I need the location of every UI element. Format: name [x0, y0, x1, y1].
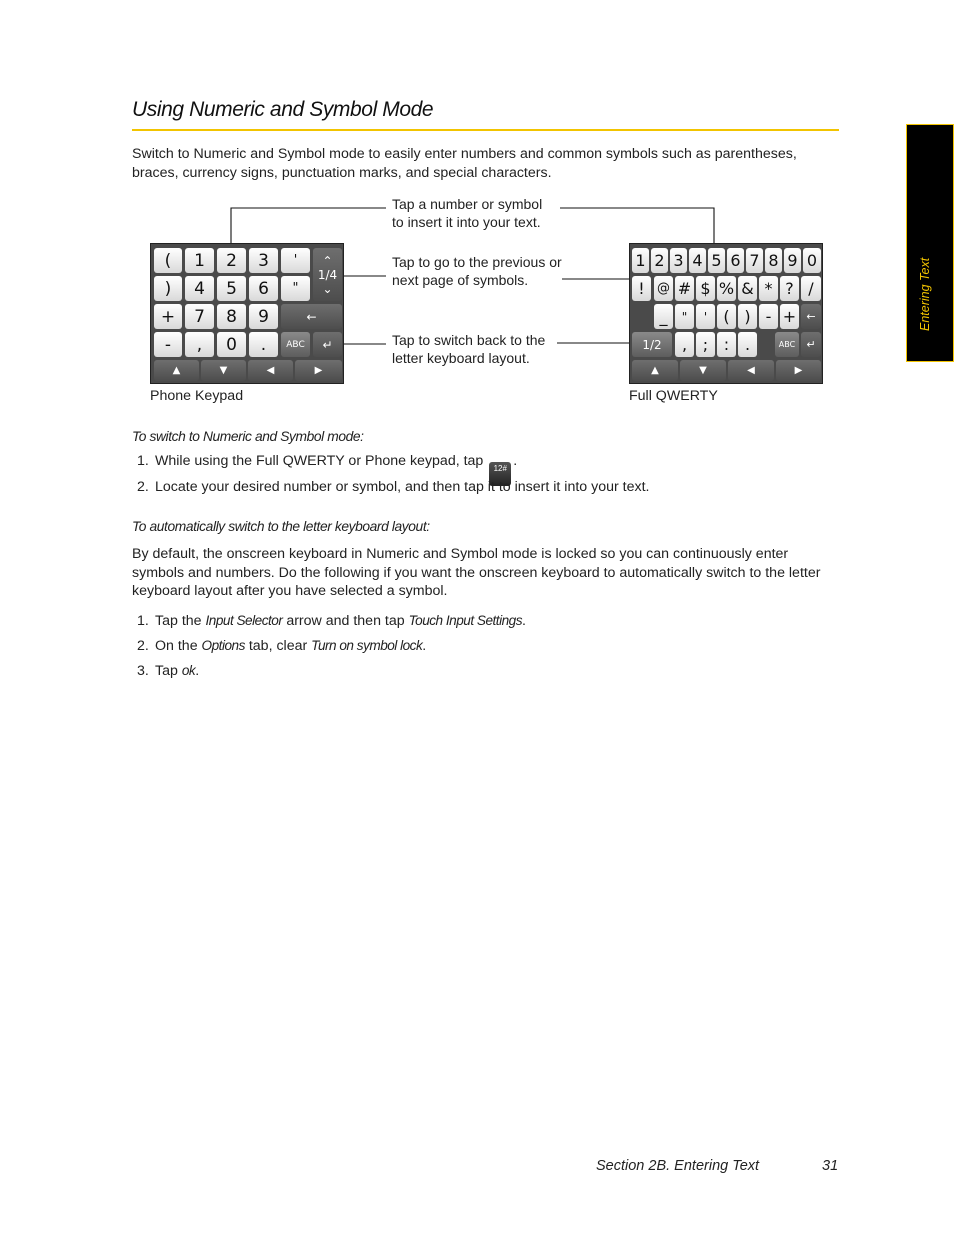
- page-title: Using Numeric and Symbol Mode: [132, 98, 434, 121]
- callout-back-line1: Tap to switch back to the: [392, 332, 546, 348]
- qkey-at[interactable]: @: [654, 276, 673, 301]
- page-toggle-button[interactable]: [313, 248, 342, 301]
- abc-button[interactable]: ABC: [281, 332, 310, 357]
- qwerty-backspace-icon[interactable]: ←: [801, 304, 821, 329]
- step-text: Tap the: [155, 613, 206, 629]
- key-1[interactable]: 1: [185, 248, 214, 273]
- key-3[interactable]: 3: [249, 248, 278, 273]
- nav-down-icon[interactable]: ▼: [201, 360, 246, 381]
- key-lparen[interactable]: (: [154, 248, 182, 273]
- step-number: 1.: [137, 453, 149, 469]
- step-text: While using the Full QWERTY or Phone keypad, tap: [155, 453, 484, 469]
- qkey-9[interactable]: 9: [784, 248, 801, 273]
- key-rparen[interactable]: ): [154, 276, 182, 301]
- phone-keypad: [150, 243, 344, 384]
- callout-page-line1: Tap to go to the previous or: [392, 254, 562, 270]
- page-down-icon: ⌄: [322, 281, 333, 296]
- qkey-semicolon[interactable]: ;: [696, 332, 715, 357]
- qkey-5[interactable]: 5: [708, 248, 725, 273]
- page-up-icon: ⌃: [322, 253, 333, 268]
- callout-page: [392, 254, 562, 289]
- qkey-plus[interactable]: +: [780, 304, 799, 329]
- section2-lead: To automatically switch to the letter keyboard layout:: [132, 519, 430, 534]
- section2-paragraph: By default, the onscreen keyboard in Numeric and Symbol mode is locked so you can continuously enter symbols and numbers. Do the following if you want the onscreen keyboard to automatically switch to the letter keyboard layout after you have selected a symbol.: [132, 546, 821, 599]
- ui-term: ok: [181, 663, 196, 678]
- ui-term: Touch Input Settings: [408, 613, 523, 628]
- key-apostrophe[interactable]: ': [281, 248, 310, 273]
- qwerty-nav-left-icon[interactable]: ◀: [728, 360, 774, 381]
- key-7[interactable]: 7: [185, 304, 214, 329]
- callout-insert-line2: to insert it into your text.: [392, 213, 541, 230]
- intro-paragraph: Switch to Numeric and Symbol mode to easily enter numbers and common symbols such as parentheses, braces, currency signs, punctuation marks, and special characters.: [132, 146, 797, 181]
- step-number: 1.: [137, 613, 149, 629]
- qkey-slash[interactable]: /: [801, 276, 821, 301]
- qkey-quote[interactable]: ": [675, 304, 694, 329]
- callout-insert: [392, 196, 542, 231]
- callout-page-line2: next page of symbols.: [392, 271, 529, 288]
- qkey-apostrophe[interactable]: ': [696, 304, 715, 329]
- caption-phone-keypad: Phone Keypad: [150, 388, 244, 404]
- qkey-0[interactable]: 0: [803, 248, 821, 273]
- qkey-6[interactable]: 6: [727, 248, 744, 273]
- key-0[interactable]: 0: [217, 332, 246, 357]
- key-plus[interactable]: +: [154, 304, 182, 329]
- callout-back: [392, 332, 545, 367]
- qwerty-nav-right-icon[interactable]: ▶: [776, 360, 821, 381]
- key-4[interactable]: 4: [185, 276, 214, 301]
- step-text: arrow and then tap: [282, 613, 409, 629]
- qkey-rparen[interactable]: ): [738, 304, 757, 329]
- step-text: On the: [155, 638, 202, 654]
- qwerty-page-indicator[interactable]: 1/2: [632, 332, 672, 357]
- section1-step-2: [137, 479, 649, 495]
- step-text: tab, clear: [244, 638, 312, 654]
- step-number: 2.: [137, 638, 149, 654]
- qkey-7[interactable]: 7: [746, 248, 763, 273]
- nav-up-icon[interactable]: ▲: [154, 360, 199, 381]
- section1-lead: To switch to Numeric and Symbol mode:: [132, 429, 364, 444]
- qkey-asterisk[interactable]: *: [759, 276, 778, 301]
- qkey-ampersand[interactable]: &: [738, 276, 757, 301]
- qkey-underscore[interactable]: _: [654, 304, 673, 329]
- qwerty-nav-up-icon[interactable]: ▲: [632, 360, 678, 381]
- ui-term: Options: [201, 638, 245, 653]
- page-indicator: 1/4: [317, 267, 338, 282]
- key-8[interactable]: 8: [217, 304, 246, 329]
- footer-section: Section 2B. Entering Text: [596, 1158, 760, 1174]
- step-text: Tap: [155, 663, 182, 679]
- qwerty-nav-down-icon[interactable]: ▼: [680, 360, 726, 381]
- step-text: .: [422, 638, 427, 654]
- key-quote[interactable]: ": [281, 276, 310, 301]
- qkey-question[interactable]: ?: [780, 276, 799, 301]
- backspace-icon[interactable]: ←: [281, 304, 342, 329]
- qkey-hash[interactable]: #: [675, 276, 694, 301]
- step-text: .: [522, 613, 526, 629]
- key-period[interactable]: .: [249, 332, 278, 357]
- qkey-1[interactable]: 1: [632, 248, 649, 273]
- qkey-dollar[interactable]: $: [696, 276, 715, 301]
- key-5[interactable]: 5: [217, 276, 246, 301]
- key-minus[interactable]: -: [154, 332, 182, 357]
- step-period: .: [513, 453, 518, 469]
- qkey-8[interactable]: 8: [765, 248, 782, 273]
- qkey-comma[interactable]: ,: [675, 332, 694, 357]
- section2-step-2: [137, 638, 426, 654]
- nav-left-icon[interactable]: ◀: [248, 360, 293, 381]
- section2-step-1: [137, 613, 526, 629]
- qkey-4[interactable]: 4: [689, 248, 706, 273]
- qkey-3[interactable]: 3: [670, 248, 687, 273]
- qkey-exclaim[interactable]: !: [632, 276, 651, 301]
- key-6[interactable]: 6: [249, 276, 278, 301]
- qkey-colon[interactable]: :: [717, 332, 736, 357]
- qkey-lparen[interactable]: (: [717, 304, 736, 329]
- section2-step-3: [137, 663, 199, 679]
- callout-back-line2: letter keyboard layout.: [392, 349, 530, 366]
- qwerty-abc-button[interactable]: ABC: [775, 332, 799, 357]
- qkey-minus[interactable]: -: [759, 304, 778, 329]
- qkey-2[interactable]: 2: [651, 248, 668, 273]
- key-9[interactable]: 9: [249, 304, 278, 329]
- callout-insert-line1: Tap a number or symbol: [392, 196, 543, 212]
- qwerty-keypad: [629, 243, 823, 384]
- step-text: .: [195, 663, 200, 679]
- step-number: 3.: [137, 663, 149, 679]
- key-2[interactable]: 2: [217, 248, 246, 273]
- caption-full-qwerty: Full QWERTY: [629, 388, 718, 404]
- key-comma[interactable]: ,: [185, 332, 214, 357]
- qwerty-enter-icon[interactable]: ↵: [801, 332, 821, 357]
- step-text: Locate your desired number or symbol, and then tap it to insert it into your text.: [155, 479, 650, 495]
- ui-term: Turn on symbol lock: [311, 638, 423, 653]
- step-number: 2.: [137, 479, 149, 495]
- nav-right-icon[interactable]: ▶: [295, 360, 342, 381]
- numeric-mode-icon: 12#: [489, 462, 511, 486]
- qkey-percent[interactable]: %: [717, 276, 736, 301]
- qkey-period[interactable]: .: [738, 332, 757, 357]
- enter-icon[interactable]: ↵: [313, 332, 342, 357]
- page-number: 31: [822, 1158, 839, 1174]
- side-tab-label: Entering Text: [918, 257, 932, 331]
- ui-term: Input Selector: [205, 613, 283, 628]
